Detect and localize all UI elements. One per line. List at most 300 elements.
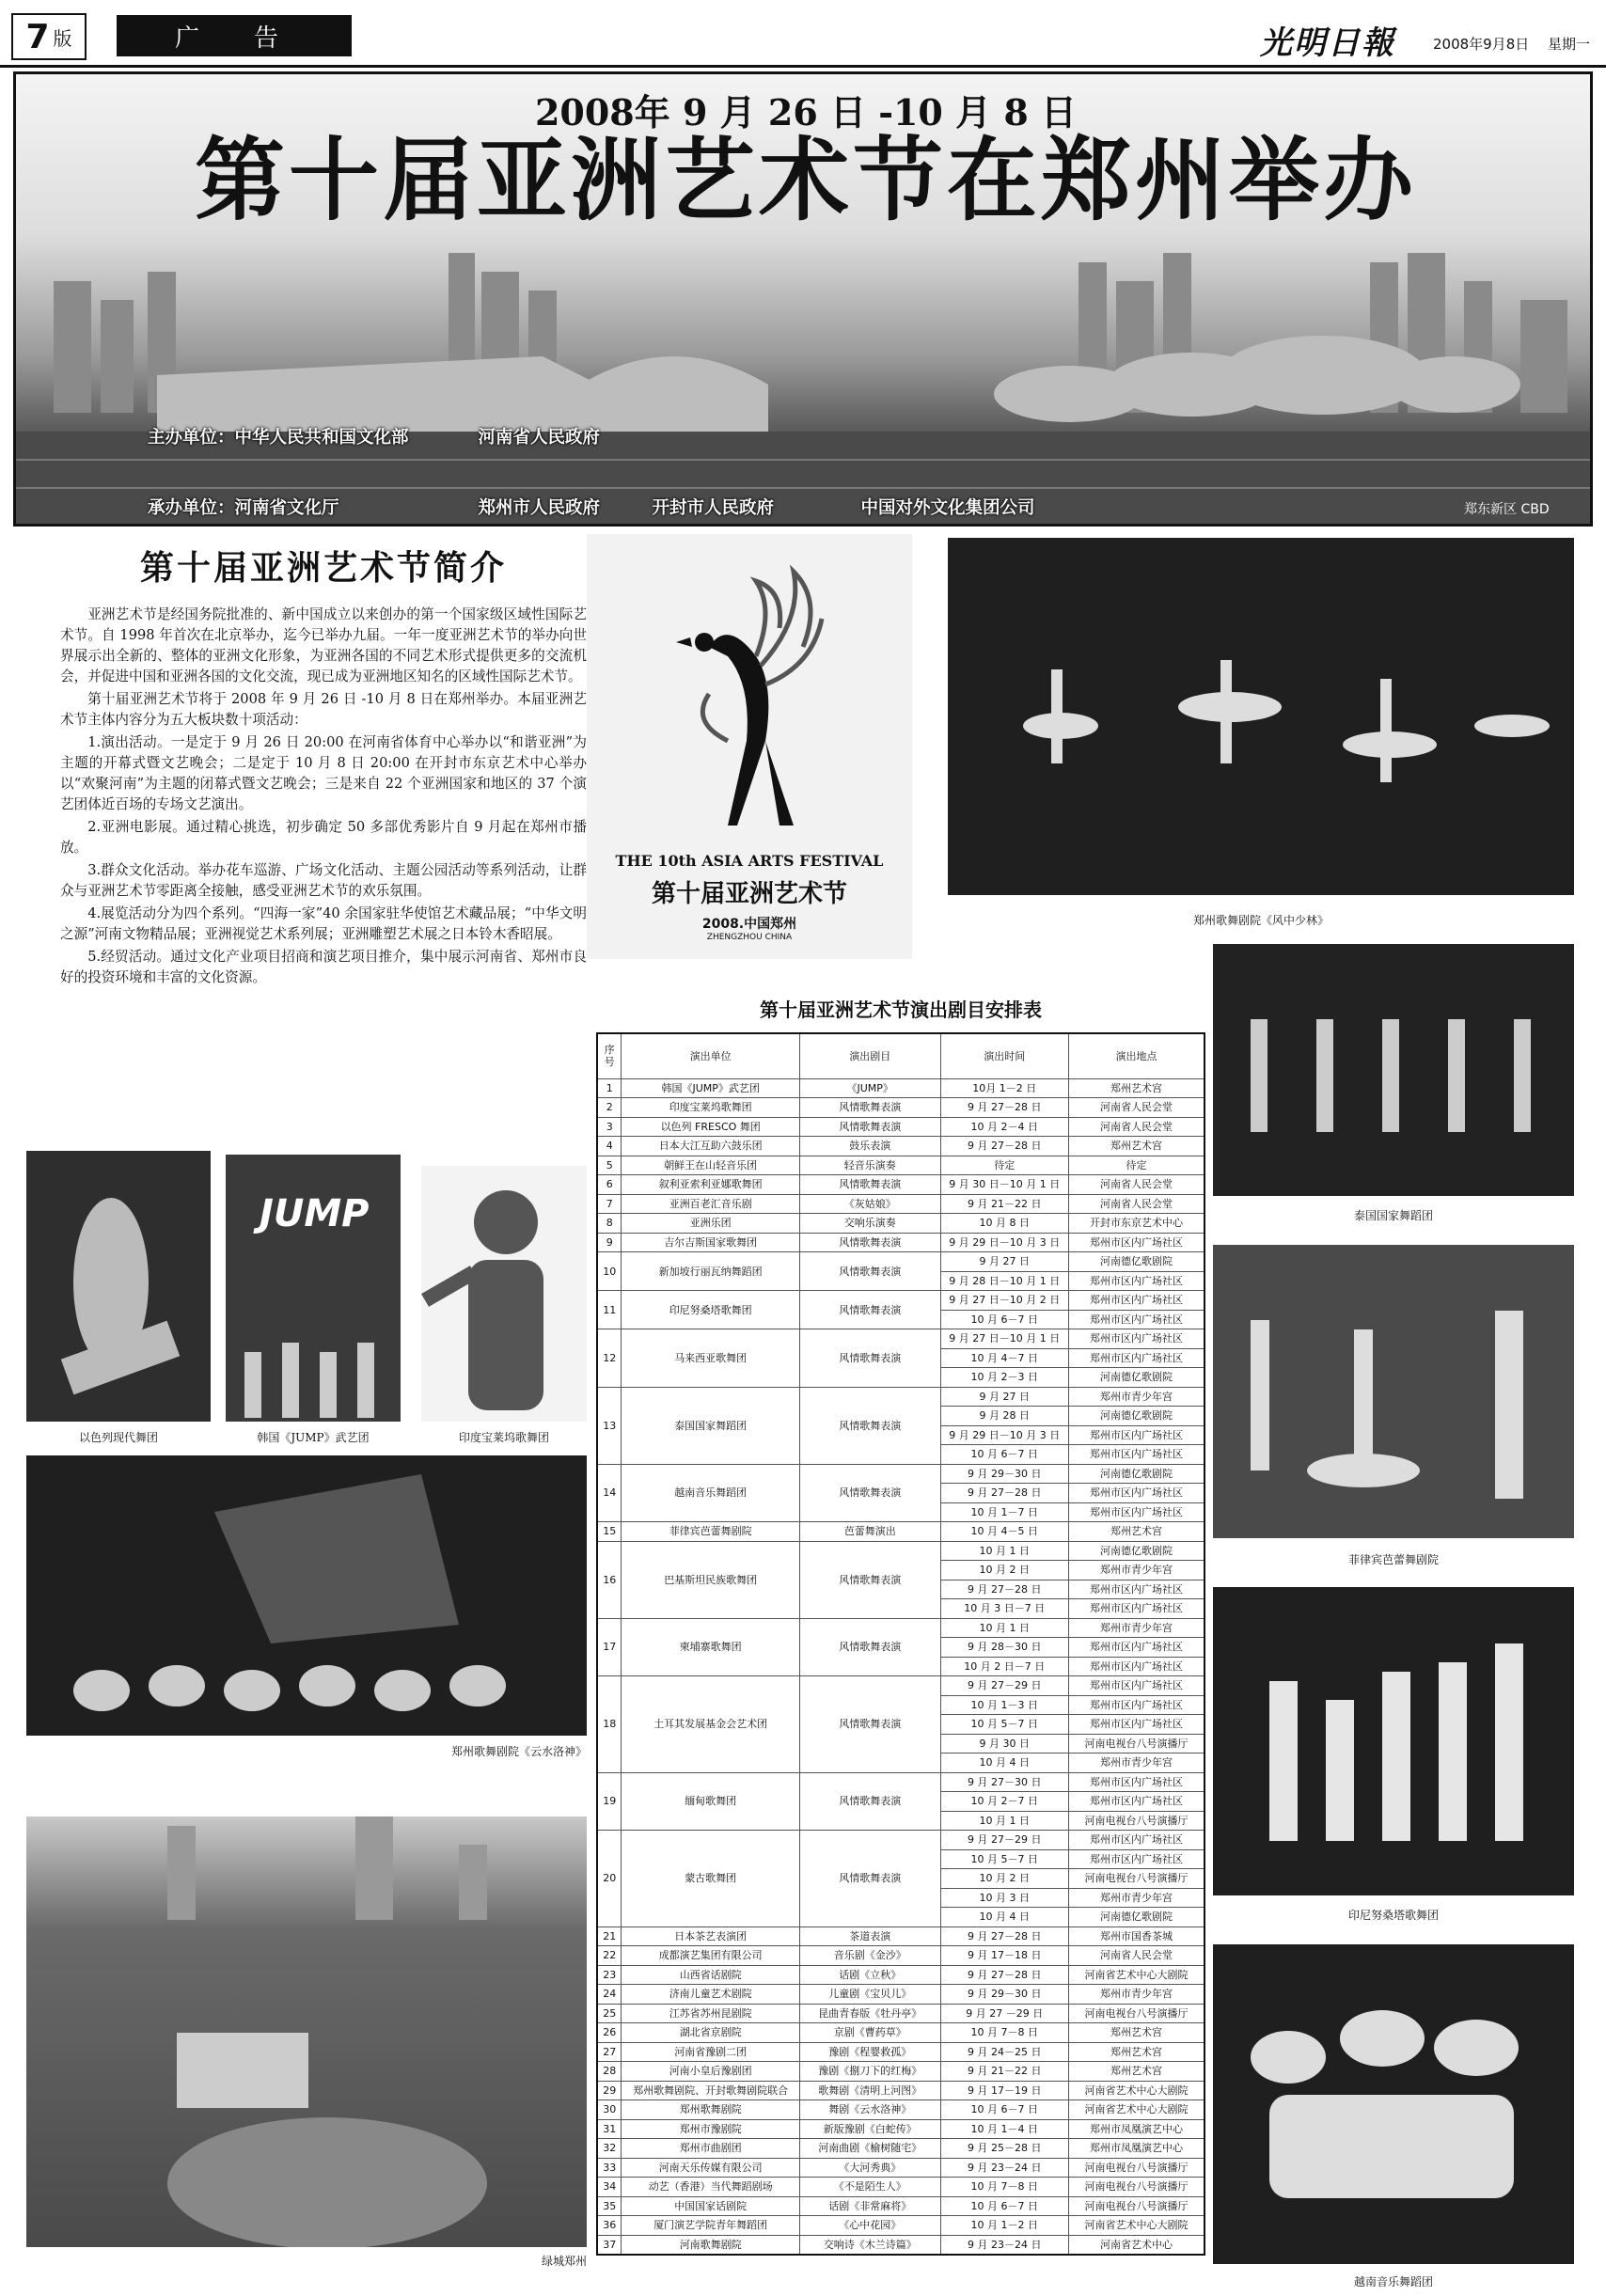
logo-place: 2008.中国郑州: [701, 917, 797, 932]
photo-caption: 绿城郑州: [541, 2255, 587, 2268]
row-number: 2: [597, 1098, 622, 1118]
venue-cell: 郑州市区内广场社区: [1069, 1638, 1205, 1658]
time-cell: 10 月 2－3 日: [940, 1368, 1069, 1388]
performer-cell: 郑州市曲剧团: [622, 2139, 799, 2159]
performer-cell: 济南儿童艺术剧院: [622, 1985, 799, 2005]
performer-cell: 河南天乐传媒有限公司: [622, 2158, 799, 2178]
time-cell: 9 月 27 日: [940, 1387, 1069, 1407]
row-number: 37: [597, 2235, 622, 2255]
program-cell: 风情歌舞表演: [799, 1117, 940, 1137]
row-number: 20: [597, 1831, 622, 1927]
dancers-photo-icon: [948, 538, 1574, 895]
banner-title: 第十届亚洲艺术节在郑州举办: [195, 127, 1417, 233]
photo-caption: 郑州歌舞剧院《风中少林》: [1192, 914, 1329, 927]
row-number: 13: [597, 1387, 622, 1464]
table-row: [597, 1117, 1204, 1137]
time-cell: 9 月 28－30 日: [940, 1638, 1069, 1658]
table-row: [597, 1676, 1204, 1696]
row-number: 1: [597, 1078, 622, 1098]
time-cell: 9 月 27－28 日: [940, 1926, 1069, 1946]
venue-cell: 河南省人民会堂: [1069, 1946, 1205, 1966]
program-cell: 《灰姑娘》: [799, 1194, 940, 1214]
col-org: 演出单位: [622, 1033, 799, 1078]
venue-cell: 郑州艺术宫: [1069, 2023, 1205, 2043]
time-cell: 9 月 27－28 日: [940, 1484, 1069, 1503]
dancer-photo-icon: [26, 1151, 211, 1422]
performer-cell: 日本茶艺表演团: [622, 1926, 799, 1946]
venue-cell: 河南省艺术中心大剧院: [1069, 2081, 1205, 2100]
venue-cell: 郑州市青少年宫: [1069, 1985, 1205, 2005]
time-cell: 10 月 3 日: [940, 1888, 1069, 1908]
venue-cell: 郑州市青少年宫: [1069, 1618, 1205, 1638]
logo-english: THE 10th ASIA ARTS FESTIVAL: [615, 852, 884, 870]
performer-cell: 成都演艺集团有限公司: [622, 1946, 799, 1966]
page-number-box: [11, 13, 87, 60]
performer-cell: 河南小皇后豫剧团: [622, 2062, 799, 2082]
table-row: [597, 1522, 1204, 1542]
page-header: [0, 0, 1606, 68]
dancers-photo-icon: [1213, 1944, 1574, 2264]
row-number: 7: [597, 1194, 622, 1214]
time-cell: 10 月 2 日: [940, 1561, 1069, 1580]
performer-cell: 菲律宾芭蕾舞剧院: [622, 1522, 799, 1542]
venue-cell: 郑州市区内广场社区: [1069, 1502, 1205, 1522]
row-number: 25: [597, 2004, 622, 2023]
intro-article: [60, 542, 587, 990]
page-unit: 版: [53, 26, 72, 50]
program-cell: 风情歌舞表演: [799, 1541, 940, 1618]
table-row: [597, 1772, 1204, 1792]
time-cell: 9 月 29－30 日: [940, 1985, 1069, 2005]
venue-cell: 河南省艺术中心大剧院: [1069, 2216, 1205, 2236]
row-number: 24: [597, 1985, 622, 2005]
time-cell: 9 月 17－18 日: [940, 1946, 1069, 1966]
time-cell: 10 月 1 日: [940, 1811, 1069, 1831]
program-cell: 交响乐演奏: [799, 1214, 940, 1234]
time-cell: 10 月 1－4 日: [940, 2119, 1069, 2139]
table-row: [597, 1985, 1204, 2005]
table-row: [597, 1233, 1204, 1252]
venue-cell: 郑州市区内广场社区: [1069, 1329, 1205, 1349]
performer-cell: 土耳其发展基金会艺术团: [622, 1676, 799, 1773]
time-cell: 10 月 8 日: [940, 1214, 1069, 1234]
photo-vietnam: [1213, 1944, 1574, 2264]
performer-cell: 河南歌舞剧院: [622, 2235, 799, 2255]
time-cell: 10 月 7－8 日: [940, 2023, 1069, 2043]
venue-cell: 河南电视台八号演播厅: [1069, 2158, 1205, 2178]
venue-cell: 河南省人民会堂: [1069, 1098, 1205, 1118]
time-cell: 9 月 27－28 日: [940, 1580, 1069, 1599]
ballet-photo-icon: [1213, 1245, 1574, 1538]
table-row: [597, 1098, 1204, 1118]
photo-caption: 印度宝莱坞歌舞团: [458, 1431, 549, 1444]
program-cell: 风情歌舞表演: [799, 1772, 940, 1831]
time-cell: 待定: [940, 1156, 1069, 1175]
table-row: [597, 2062, 1204, 2082]
table-row: [597, 2216, 1204, 2236]
photo-shaolin: [948, 538, 1574, 895]
time-cell: 10 月 3 日－7 日: [940, 1599, 1069, 1619]
venue-cell: 郑州市区内广场社区: [1069, 1599, 1205, 1619]
schedule-body: [597, 1078, 1204, 2255]
program-cell: 轻音乐演奏: [799, 1156, 940, 1175]
time-cell: 10 月 6－7 日: [940, 1445, 1069, 1465]
venue-cell: 河南电视台八号演播厅: [1069, 1811, 1205, 1831]
venue-cell: 郑州艺术宫: [1069, 1137, 1205, 1156]
performer-cell: 朝鲜王在山轻音乐团: [622, 1156, 799, 1175]
performer-cell: 泰国国家舞蹈团: [622, 1387, 799, 1464]
section-label-box: [117, 15, 352, 56]
row-number: 36: [597, 2216, 622, 2236]
table-row: [597, 1137, 1204, 1156]
time-cell: 9 月 27－28 日: [940, 1137, 1069, 1156]
table-row: [597, 2100, 1204, 2120]
row-number: 16: [597, 1541, 622, 1618]
program-cell: 风情歌舞表演: [799, 1252, 940, 1291]
time-cell: 10 月 6－7 日: [940, 2100, 1069, 2120]
time-cell: 10 月 1－7 日: [940, 1502, 1069, 1522]
time-cell: 9 月 27－28 日: [940, 1098, 1069, 1118]
venue-cell: 郑州市区内广场社区: [1069, 1233, 1205, 1252]
photo-israel: [26, 1151, 211, 1422]
photo-caption: 泰国国家舞蹈团: [1353, 1209, 1433, 1222]
program-cell: 《大河秀典》: [799, 2158, 940, 2178]
table-row: [597, 1965, 1204, 1985]
venue-cell: 河南电视台八号演播厅: [1069, 2004, 1205, 2023]
venue-cell: 郑州市区内广场社区: [1069, 1425, 1205, 1445]
performer-cell: 中国国家话剧院: [622, 2196, 799, 2216]
time-cell: 9 月 30 日－10 月 1 日: [940, 1175, 1069, 1195]
venue-cell: 河南德亿歌剧院: [1069, 1541, 1205, 1561]
table-row: [597, 2004, 1204, 2023]
logo-chinese: 第十届亚洲艺术节: [651, 880, 847, 908]
venue-cell: 郑州艺术宫: [1069, 2042, 1205, 2062]
time-cell: 10 月 1－2 日: [940, 2216, 1069, 2236]
performer-cell: 以色列 FRESCO 舞团: [622, 1117, 799, 1137]
performer-cell: 亚洲乐团: [622, 1214, 799, 1234]
table-row: [597, 1926, 1204, 1946]
row-number: 29: [597, 2081, 622, 2100]
col-no: 序号: [597, 1033, 622, 1078]
row-number: 34: [597, 2178, 622, 2197]
table-row: [597, 2178, 1204, 2197]
row-number: 9: [597, 1233, 622, 1252]
time-cell: 10 月 2 日－7 日: [940, 1657, 1069, 1676]
intro-paragraph: 2.亚洲电影展。通过精心挑选，初步确定 50 多部优秀影片自 9 月起在郑州市播放。: [60, 819, 587, 856]
performer-cell: 郑州歌舞剧院: [622, 2100, 799, 2120]
performer-cell: 厦门演艺学院青年舞蹈团: [622, 2216, 799, 2236]
time-cell: 10 月 4－5 日: [940, 1522, 1069, 1542]
performer-cell: 郑州歌舞剧院、开封歌舞剧院联合: [622, 2081, 799, 2100]
performer-cell: 巴基斯坦民族歌舞团: [622, 1541, 799, 1618]
time-cell: 10 月 2 日: [940, 1869, 1069, 1889]
time-cell: 9 月 23－24 日: [940, 2158, 1069, 2178]
time-cell: 9 月 27－29 日: [940, 1676, 1069, 1696]
table-row: [597, 1329, 1204, 1349]
venue-cell: 河南德亿歌剧院: [1069, 1252, 1205, 1272]
venue-cell: 郑州市国香茶城: [1069, 1926, 1205, 1946]
performer-cell: 印尼努桑塔歌舞团: [622, 1291, 799, 1329]
venue-cell: 河南电视台八号演播厅: [1069, 1734, 1205, 1753]
logo-place-english: ZHENGZHOU CHINA: [706, 933, 793, 942]
venue-cell: 待定: [1069, 1156, 1205, 1175]
program-cell: 《不是陌生人》: [799, 2178, 940, 2197]
intro-paragraph: 第十届亚洲艺术节将于 2008 年 9 月 26 日 -10 月 8 日在郑州举办。本届亚洲艺术节主体内容分为五大板块数十项活动：: [60, 691, 587, 728]
venue-cell: 河南省艺术中心: [1069, 2235, 1205, 2255]
row-number: 18: [597, 1676, 622, 1773]
row-number: 35: [597, 2196, 622, 2216]
park-photo-icon: [26, 1816, 587, 2247]
performer-cell: 印度宝莱坞歌舞团: [622, 1098, 799, 1118]
time-cell: 10 月 4 日: [940, 1753, 1069, 1773]
venue-cell: 郑州艺术宫: [1069, 1522, 1205, 1542]
venue-cell: 河南省艺术中心大剧院: [1069, 1965, 1205, 1985]
time-cell: 9 月 29 日－10 月 3 日: [940, 1425, 1069, 1445]
program-cell: 舞剧《云水洛神》: [799, 2100, 940, 2120]
time-cell: 9 月 27－29 日: [940, 1831, 1069, 1850]
table-row: [597, 1618, 1204, 1638]
schedule-table-wrap: [596, 1032, 1205, 2256]
venue-cell: 河南省人民会堂: [1069, 1194, 1205, 1214]
table-row: [597, 1291, 1204, 1311]
venue-cell: 河南省艺术中心大剧院: [1069, 2100, 1205, 2120]
time-cell: 10 月 5－7 日: [940, 1849, 1069, 1869]
venue-cell: 河南电视台八号演播厅: [1069, 2178, 1205, 2197]
row-number: 19: [597, 1772, 622, 1831]
venue-cell: 郑州艺术宫: [1069, 2062, 1205, 2082]
venue-cell: 郑州市青少年宫: [1069, 1888, 1205, 1908]
time-cell: 9 月 30 日: [940, 1734, 1069, 1753]
intro-heading: 第十届亚洲艺术节简介: [139, 548, 507, 588]
venue-cell: 郑州市区内广场社区: [1069, 1580, 1205, 1599]
time-cell: 9 月 29 日－10 月 3 日: [940, 1233, 1069, 1252]
venue-cell: 河南省人民会堂: [1069, 1117, 1205, 1137]
program-cell: 风情歌舞表演: [799, 1831, 940, 1927]
venue-cell: 郑州市区内广场社区: [1069, 1849, 1205, 1869]
performer-cell: 郑州市豫剧院: [622, 2119, 799, 2139]
photo-greencity: [26, 1816, 587, 2247]
venue-cell: 郑州市凤凰演艺中心: [1069, 2139, 1205, 2159]
performer-cell: 动艺（香港）当代舞蹈剧场: [622, 2178, 799, 2197]
banner-info: [148, 379, 1124, 527]
row-number: 11: [597, 1291, 622, 1329]
photo-luoshen: [26, 1455, 587, 1736]
program-cell: 风情歌舞表演: [799, 1618, 940, 1676]
venue-cell: 河南电视台八号演播厅: [1069, 2196, 1205, 2216]
intro-paragraph: 亚洲艺术节是经国务院批准的、新中国成立以来创办的第一个国家级区域性国际艺术节。自 1998 年首次在北京举办，迄今已举办九届。一年一度亚洲艺术节的举办向世界展示出全新的、整体的亚洲文化形象，为亚洲各国的不同艺术形式提供更多的交流机会，并促进中国和亚洲各国的文化交流，现已成为亚洲地区知名的区域性国际艺术节。: [60, 606, 587, 684]
row-number: 21: [597, 1926, 622, 1946]
program-cell: 河南曲剧《榆树随宅》: [799, 2139, 940, 2159]
time-cell: 10 月 6－7 日: [940, 2196, 1069, 2216]
time-cell: 9 月 27 日: [940, 1252, 1069, 1272]
time-cell: 9 月 21－22 日: [940, 1194, 1069, 1214]
venue-cell: 河南德亿歌剧院: [1069, 1368, 1205, 1388]
program-cell: 话剧《非常麻将》: [799, 2196, 940, 2216]
program-cell: 京剧《曹药草》: [799, 2023, 940, 2043]
photo-caption: 郑州歌舞剧院《云水洛神》: [450, 1745, 587, 1758]
intro-paragraph: 3.群众文化活动。举办花车巡游、广场文化活动、主题公园活动等系列活动，让群众与亚洲艺术节零距离全接触，感受亚洲艺术节的欢乐氛围。: [60, 862, 587, 899]
venue-cell: 河南德亿歌剧院: [1069, 1908, 1205, 1927]
issue-weekday: 星期一: [1548, 36, 1591, 53]
performer-cell: 日本大江互助六鼓乐团: [622, 1137, 799, 1156]
row-number: 22: [597, 1946, 622, 1966]
intro-paragraph: 5.经贸活动。通过文化产业项目招商和演艺项目推介，集中展示河南省、郑州市良好的投资环境和丰富的文化资源。: [60, 949, 587, 985]
time-cell: 10月 1－2 日: [940, 1078, 1069, 1098]
venue-cell: 郑州市区内广场社区: [1069, 1271, 1205, 1291]
venue-cell: 郑州市区内广场社区: [1069, 1445, 1205, 1465]
photo-caption: 印尼努桑塔歌舞团: [1347, 1909, 1439, 1922]
table-row: [597, 1214, 1204, 1234]
venue-cell: 河南电视台八号演播厅: [1069, 1869, 1205, 1889]
time-cell: 9 月 27 日－10 月 1 日: [940, 1329, 1069, 1349]
row-number: 14: [597, 1464, 622, 1522]
table-row: [597, 2119, 1204, 2139]
intro-paragraph: 1.演出活动。一是定于 9 月 26 日 20:00 在河南省体育中心举办以“和谐亚洲”为主题的开幕式暨文艺晚会；二是定于 10 月 8 日 20:00 在开封市东京艺术中心举办以“欢聚河南”为主题的闭幕式暨文艺晚会；三是来自 22 个亚洲国家和地区的 37 个演艺团体近百场的专场文艺演出。: [60, 734, 587, 812]
jump-logo: JUMP: [260, 1192, 370, 1235]
venue-cell: 郑州市区内广场社区: [1069, 1715, 1205, 1735]
performer-cell: 马来西亚歌舞团: [622, 1329, 799, 1388]
performer-cell: 亚洲百老汇音乐剧: [622, 1194, 799, 1214]
performer-cell: 河南省豫剧二团: [622, 2042, 799, 2062]
time-cell: 10 月 4－7 日: [940, 1348, 1069, 1368]
performer-cell: 缅甸歌舞团: [622, 1772, 799, 1831]
table-row: [597, 2235, 1204, 2255]
time-cell: 9 月 28 日: [940, 1407, 1069, 1426]
time-cell: 9 月 27 日－10 月 2 日: [940, 1291, 1069, 1311]
row-number: 32: [597, 2139, 622, 2159]
row-number: 33: [597, 2158, 622, 2178]
row-number: 28: [597, 2062, 622, 2082]
table-row: [597, 2081, 1204, 2100]
photo-caption: 以色列现代舞团: [78, 1431, 158, 1444]
table-row: [597, 1831, 1204, 1850]
table-row: [597, 2023, 1204, 2043]
time-cell: 9 月 29－30 日: [940, 1464, 1069, 1484]
program-cell: 交响诗《木兰诗篇》: [799, 2235, 940, 2255]
table-row: [597, 1194, 1204, 1214]
table-row: [597, 1541, 1204, 1561]
program-cell: 风情歌舞表演: [799, 1291, 940, 1329]
row-number: 31: [597, 2119, 622, 2139]
row-number: 30: [597, 2100, 622, 2120]
performer-cell: 蒙古歌舞团: [622, 1831, 799, 1927]
masthead: 光明日報: [1260, 24, 1395, 62]
program-cell: 风情歌舞表演: [799, 1387, 940, 1464]
table-row: [597, 1156, 1204, 1175]
performer-cell: 湖北省京剧院: [622, 2023, 799, 2043]
photo-indonesia: [1213, 1587, 1574, 1895]
program-cell: 风情歌舞表演: [799, 1233, 940, 1252]
program-cell: 昆曲青春版《牡丹亭》: [799, 2004, 940, 2023]
program-cell: 风情歌舞表演: [799, 1676, 940, 1773]
time-cell: 9 月 27 －29 日: [940, 2004, 1069, 2023]
table-row: [597, 2042, 1204, 2062]
row-number: 27: [597, 2042, 622, 2062]
venue-cell: 河南德亿歌剧院: [1069, 1407, 1205, 1426]
performer-cell: 越南音乐舞蹈团: [622, 1464, 799, 1522]
festival-banner: [13, 71, 1593, 527]
festival-logo: [587, 534, 912, 959]
col-time: 演出时间: [940, 1033, 1069, 1078]
row-number: 6: [597, 1175, 622, 1195]
time-cell: 9 月 21－22 日: [940, 2062, 1069, 2082]
performer-cell: 叙利亚索利亚娜歌舞团: [622, 1175, 799, 1195]
program-cell: 风情歌舞表演: [799, 1098, 940, 1118]
photo-thailand: [1213, 944, 1574, 1196]
venue-cell: 郑州市区内广场社区: [1069, 1792, 1205, 1812]
row-number: 5: [597, 1156, 622, 1175]
venue-cell: 郑州市区内广场社区: [1069, 1831, 1205, 1850]
table-row: [597, 1078, 1204, 1098]
venue-cell: 河南省人民会堂: [1069, 1175, 1205, 1195]
performer-cell: 山西省话剧院: [622, 1965, 799, 1985]
organizer-line: 主办单位：中华人民共和国文化部 河南省人民政府: [148, 428, 601, 448]
issue-date: 2008年9月8日: [1433, 36, 1530, 53]
venue-cell: 郑州市区内广场社区: [1069, 1772, 1205, 1792]
row-number: 4: [597, 1137, 622, 1156]
table-row: [597, 1252, 1204, 1272]
program-cell: 音乐剧《金沙》: [799, 1946, 940, 1966]
row-number: 17: [597, 1618, 622, 1676]
program-cell: 豫剧《捌刀下的红梅》: [799, 2062, 940, 2082]
program-cell: 话剧《立秋》: [799, 1965, 940, 1985]
time-cell: 10 月 2－7 日: [940, 1792, 1069, 1812]
venue-cell: 郑州市区内广场社区: [1069, 1348, 1205, 1368]
venue-cell: 郑州市区内广场社区: [1069, 1310, 1205, 1329]
time-cell: 10 月 6－7 日: [940, 1310, 1069, 1329]
time-cell: 10 月 1－3 日: [940, 1695, 1069, 1715]
dancers-photo-icon: [1213, 944, 1574, 1196]
time-cell: 10 月 4 日: [940, 1908, 1069, 1927]
venue-cell: 郑州市区内广场社区: [1069, 1484, 1205, 1503]
venue-cell: 郑州市区内广场社区: [1069, 1695, 1205, 1715]
time-cell: 9 月 23－24 日: [940, 2235, 1069, 2255]
time-cell: 9 月 28 日－10 月 1 日: [940, 1271, 1069, 1291]
venue-cell: 郑州市青少年宫: [1069, 1561, 1205, 1580]
program-cell: 儿童剧《宝贝儿》: [799, 1985, 940, 2005]
program-cell: 风情歌舞表演: [799, 1175, 940, 1195]
photo-caption: 越南音乐舞蹈团: [1353, 2275, 1433, 2288]
schedule-table: [596, 1032, 1205, 2256]
venue-cell: 郑州市区内广场社区: [1069, 1291, 1205, 1311]
bird-emblem-icon: [671, 553, 831, 835]
performer-cell: 新加坡行丽瓦纳舞蹈团: [622, 1252, 799, 1291]
row-number: 26: [597, 2023, 622, 2043]
row-number: 8: [597, 1214, 622, 1234]
program-cell: 新版豫剧《白蛇传》: [799, 2119, 940, 2139]
time-cell: 10 月 1 日: [940, 1541, 1069, 1561]
table-row: [597, 1175, 1204, 1195]
program-cell: 茶道表演: [799, 1926, 940, 1946]
table-row: [597, 1387, 1204, 1407]
performer-cell: 柬埔寨歌舞团: [622, 1618, 799, 1676]
host-line: 承办单位：河南省文化厅 郑州市人民政府 开封市人民政府 中国对外文化集团公司: [148, 498, 1035, 518]
section-label: 广 告: [174, 24, 293, 53]
venue-cell: 郑州市区内广场社区: [1069, 1657, 1205, 1676]
program-cell: 鼓乐表演: [799, 1137, 940, 1156]
photo-caption: 韩国《JUMP》武艺团: [257, 1431, 370, 1444]
time-cell: 9 月 27－30 日: [940, 1772, 1069, 1792]
program-cell: 风情歌舞表演: [799, 1464, 940, 1522]
time-cell: 9 月 24－25 日: [940, 2042, 1069, 2062]
program-cell: 歌舞剧《清明上河图》: [799, 2081, 940, 2100]
banner-dates: 2008年 9 月 26 日 -10 月 8 日: [534, 91, 1077, 134]
table-row: [597, 1464, 1204, 1484]
performers-photo-icon: [226, 1324, 401, 1422]
row-number: 12: [597, 1329, 622, 1388]
table-row: [597, 2139, 1204, 2159]
time-cell: 10 月 1 日: [940, 1618, 1069, 1638]
